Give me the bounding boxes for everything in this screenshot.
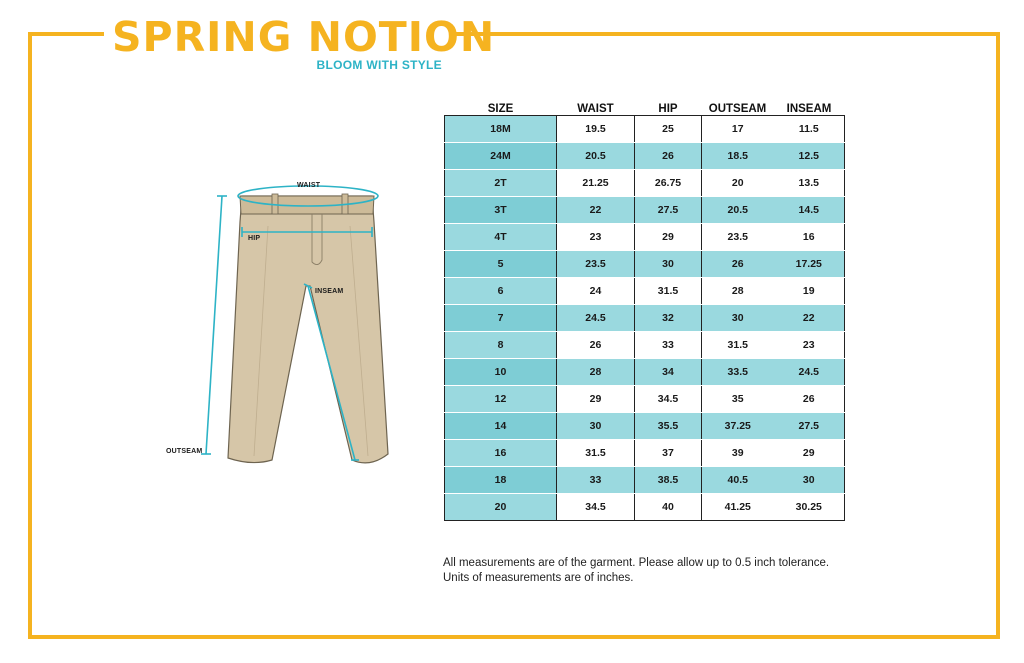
- measurement-cell: 40.5: [702, 467, 774, 494]
- size-cell: 6: [445, 278, 557, 305]
- measurement-cell: 26: [635, 143, 702, 170]
- table-row: [445, 305, 845, 332]
- waist-label: WAIST: [297, 182, 321, 189]
- brand-logo: [104, 13, 496, 76]
- measurement-cell: 20.5: [702, 197, 774, 224]
- table-row: [445, 467, 845, 494]
- table-row: [445, 224, 845, 251]
- measurement-cell: 32: [635, 305, 702, 332]
- measurement-cell: 23: [774, 332, 845, 359]
- size-chart-table: [444, 101, 845, 521]
- measurement-cell: 24.5: [557, 305, 635, 332]
- measurement-cell: 22: [774, 305, 845, 332]
- measurement-cell: 31.5: [635, 278, 702, 305]
- table-header-row: [445, 101, 845, 116]
- column-header: SIZE: [487, 103, 514, 115]
- measurement-cell: 35: [702, 386, 774, 413]
- measurement-note: [443, 556, 829, 586]
- measurement-cell: 30: [774, 467, 845, 494]
- table-row: [445, 116, 845, 143]
- measurement-cell: 31.5: [557, 440, 635, 467]
- measurement-cell: 17: [702, 116, 774, 143]
- size-cell: 10: [445, 359, 557, 386]
- measurement-cell: 39: [702, 440, 774, 467]
- table-row: [445, 440, 845, 467]
- table-row: [445, 359, 845, 386]
- measurement-cell: 34.5: [557, 494, 635, 521]
- note-line: Units of measurements are of inches.: [443, 572, 634, 584]
- measurement-cell: 33: [557, 467, 635, 494]
- measurement-cell: 16: [774, 224, 845, 251]
- column-header: WAIST: [577, 103, 614, 115]
- size-cell: 7: [445, 305, 557, 332]
- measurement-cell: 26: [702, 251, 774, 278]
- size-cell: 18: [445, 467, 557, 494]
- table-row: [445, 413, 845, 440]
- measurement-cell: 29: [557, 386, 635, 413]
- size-cell: 18M: [445, 116, 557, 143]
- size-chart: [444, 101, 845, 521]
- measurement-cell: 28: [702, 278, 774, 305]
- measurement-cell: 23: [557, 224, 635, 251]
- measurement-cell: 27.5: [774, 413, 845, 440]
- size-cell: 20: [445, 494, 557, 521]
- measurement-cell: 18.5: [702, 143, 774, 170]
- measurement-cell: 29: [774, 440, 845, 467]
- measurement-cell: 30.25: [774, 494, 845, 521]
- table-row: [445, 251, 845, 278]
- measurement-cell: 41.25: [702, 494, 774, 521]
- column-header: OUTSEAM: [708, 103, 767, 115]
- measurement-cell: 12.5: [774, 143, 845, 170]
- measurement-cell: 28: [557, 359, 635, 386]
- hip-label: HIP: [248, 235, 261, 242]
- measurement-cell: 13.5: [774, 170, 845, 197]
- measurement-cell: 29: [635, 224, 702, 251]
- measurement-cell: 34.5: [635, 386, 702, 413]
- measurement-cell: 37.25: [702, 413, 774, 440]
- size-cell: 24M: [445, 143, 557, 170]
- pants-illustration: [160, 176, 420, 476]
- measurement-cell: 40: [635, 494, 702, 521]
- measurement-cell: 26: [774, 386, 845, 413]
- measurement-cell: 27.5: [635, 197, 702, 224]
- measurement-cell: 30: [635, 251, 702, 278]
- measurement-cell: 24: [557, 278, 635, 305]
- column-header: HIP: [658, 103, 678, 115]
- note-line: All measurements are of the garment. Please allow up to 0.5 inch tolerance.: [443, 557, 830, 569]
- inseam-label: INSEAM: [315, 288, 344, 295]
- measurement-cell: 19.5: [557, 116, 635, 143]
- measurement-cell: 20: [702, 170, 774, 197]
- measurement-cell: 23.5: [702, 224, 774, 251]
- size-cell: 2T: [445, 170, 557, 197]
- measurement-cell: 17.25: [774, 251, 845, 278]
- measurement-cell: 20.5: [557, 143, 635, 170]
- measurement-cell: 24.5: [774, 359, 845, 386]
- table-row: [445, 332, 845, 359]
- outseam-measure-line: [206, 196, 222, 454]
- measurement-cell: 35.5: [635, 413, 702, 440]
- size-cell: 3T: [445, 197, 557, 224]
- measurement-cell: 30: [557, 413, 635, 440]
- table-row: [445, 170, 845, 197]
- table-row: [445, 386, 845, 413]
- table-row: [445, 143, 845, 170]
- brand-title: SPRING NOTION: [112, 13, 496, 61]
- outseam-label: OUTSEAM: [166, 448, 203, 455]
- measurement-cell: 37: [635, 440, 702, 467]
- measurement-cell: 23.5: [557, 251, 635, 278]
- pants-waistband: [240, 196, 374, 214]
- measurement-cell: 21.25: [557, 170, 635, 197]
- table-row: [445, 494, 845, 521]
- brand-tagline: BLOOM WITH STYLE: [316, 58, 442, 72]
- size-cell: 4T: [445, 224, 557, 251]
- measurement-cell: 30: [702, 305, 774, 332]
- measurement-cell: 38.5: [635, 467, 702, 494]
- measurement-cell: 31.5: [702, 332, 774, 359]
- size-cell: 8: [445, 332, 557, 359]
- column-header: INSEAM: [786, 103, 832, 115]
- pants-measurement-diagram: [160, 176, 420, 476]
- size-cell: 14: [445, 413, 557, 440]
- measurement-cell: 33: [635, 332, 702, 359]
- measurement-cell: 25: [635, 116, 702, 143]
- measurement-cell: 22: [557, 197, 635, 224]
- measurement-cell: 19: [774, 278, 845, 305]
- measurement-cell: 11.5: [774, 116, 845, 143]
- table-row: [445, 278, 845, 305]
- measurement-cell: 33.5: [702, 359, 774, 386]
- measurement-cell: 26.75: [635, 170, 702, 197]
- measurement-cell: 14.5: [774, 197, 845, 224]
- size-cell: 16: [445, 440, 557, 467]
- measurement-cell: 34: [635, 359, 702, 386]
- size-cell: 5: [445, 251, 557, 278]
- table-row: [445, 197, 845, 224]
- measurement-cell: 26: [557, 332, 635, 359]
- size-cell: 12: [445, 386, 557, 413]
